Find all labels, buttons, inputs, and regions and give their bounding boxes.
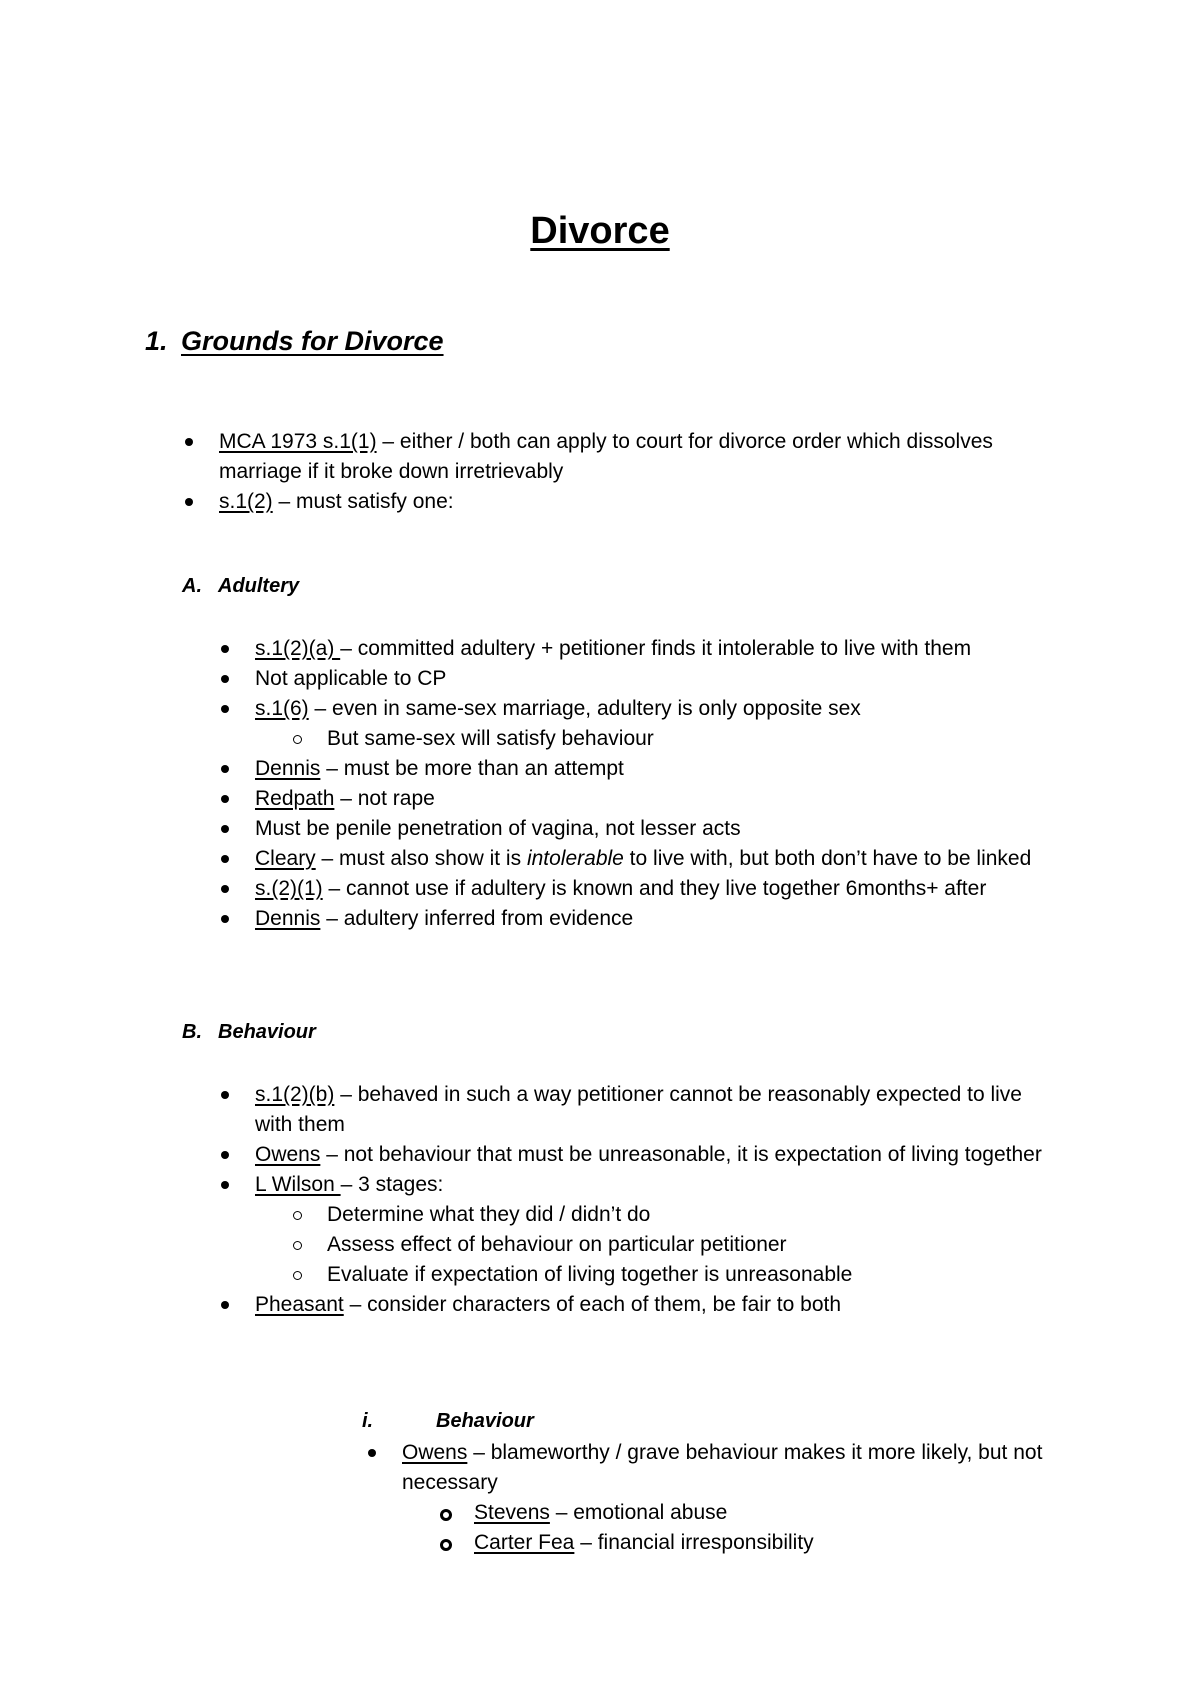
list-item: s.1(2) – must satisfy one:	[182, 487, 1062, 517]
intro-list	[182, 427, 1062, 517]
sub-list-item: But same-sex will satisfy behaviour	[218, 724, 1048, 754]
sub-behaviour-list	[365, 1438, 1065, 1558]
subheading-i-behaviour: i. Behaviour	[362, 1410, 534, 1432]
sub-list-item: Determine what they did / didn’t do	[218, 1200, 1048, 1230]
list-item: Not applicable to CP	[218, 664, 1048, 694]
list-item: MCA 1973 s.1(1) – either / both can apply to court for divorce order which dissolves marriage if it broke down irretrievably	[182, 427, 1062, 487]
list-item: Owens – blameworthy / grave behaviour makes it more likely, but not necessary	[365, 1438, 1065, 1498]
section-title: Grounds for Divorce	[181, 326, 444, 356]
statute-ref: s.1(2)	[219, 490, 273, 513]
subheading-behaviour: B. Behaviour	[182, 1021, 316, 1043]
list-item: Pheasant – consider characters of each of them, be fair to both	[218, 1290, 1048, 1320]
list-item: Owens – not behaviour that must be unreasonable, it is expectation of living together	[218, 1140, 1048, 1170]
list-item: Cleary – must also show it is intolerable to live with, but both don’t have to be linked	[218, 844, 1048, 874]
list-item: Dennis – must be more than an attempt	[218, 754, 1048, 784]
sub-list-item: Evaluate if expectation of living together is unreasonable	[218, 1260, 1048, 1290]
sub-list-item: Carter Fea – financial irresponsibility	[365, 1528, 1065, 1558]
list-item: s.(2)(1) – cannot use if adultery is known and they live together 6months+ after	[218, 874, 1048, 904]
sub-list-item: Stevens – emotional abuse	[365, 1498, 1065, 1528]
subheading-adultery: A. Adultery	[182, 575, 300, 597]
behaviour-list	[218, 1080, 1048, 1320]
page-title: Divorce	[530, 210, 670, 252]
list-item: L Wilson – 3 stages:	[218, 1170, 1048, 1200]
list-item: Must be penile penetration of vagina, not lesser acts	[218, 814, 1048, 844]
sub-list-item: Assess effect of behaviour on particular petitioner	[218, 1230, 1048, 1260]
list-item: s.1(6) – even in same-sex marriage, adultery is only opposite sex	[218, 694, 1048, 724]
section-heading-grounds	[145, 326, 444, 357]
section-number: 1.	[145, 326, 168, 356]
list-item: Dennis – adultery inferred from evidence	[218, 904, 1048, 934]
adultery-list	[218, 634, 1048, 934]
statute-ref: MCA 1973 s.1(1)	[219, 430, 377, 453]
list-item: Redpath – not rape	[218, 784, 1048, 814]
list-item: s.1(2)(b) – behaved in such a way petitioner cannot be reasonably expected to live with them	[218, 1080, 1048, 1140]
list-item: s.1(2)(a) – committed adultery + petitioner finds it intolerable to live with them	[218, 634, 1048, 664]
